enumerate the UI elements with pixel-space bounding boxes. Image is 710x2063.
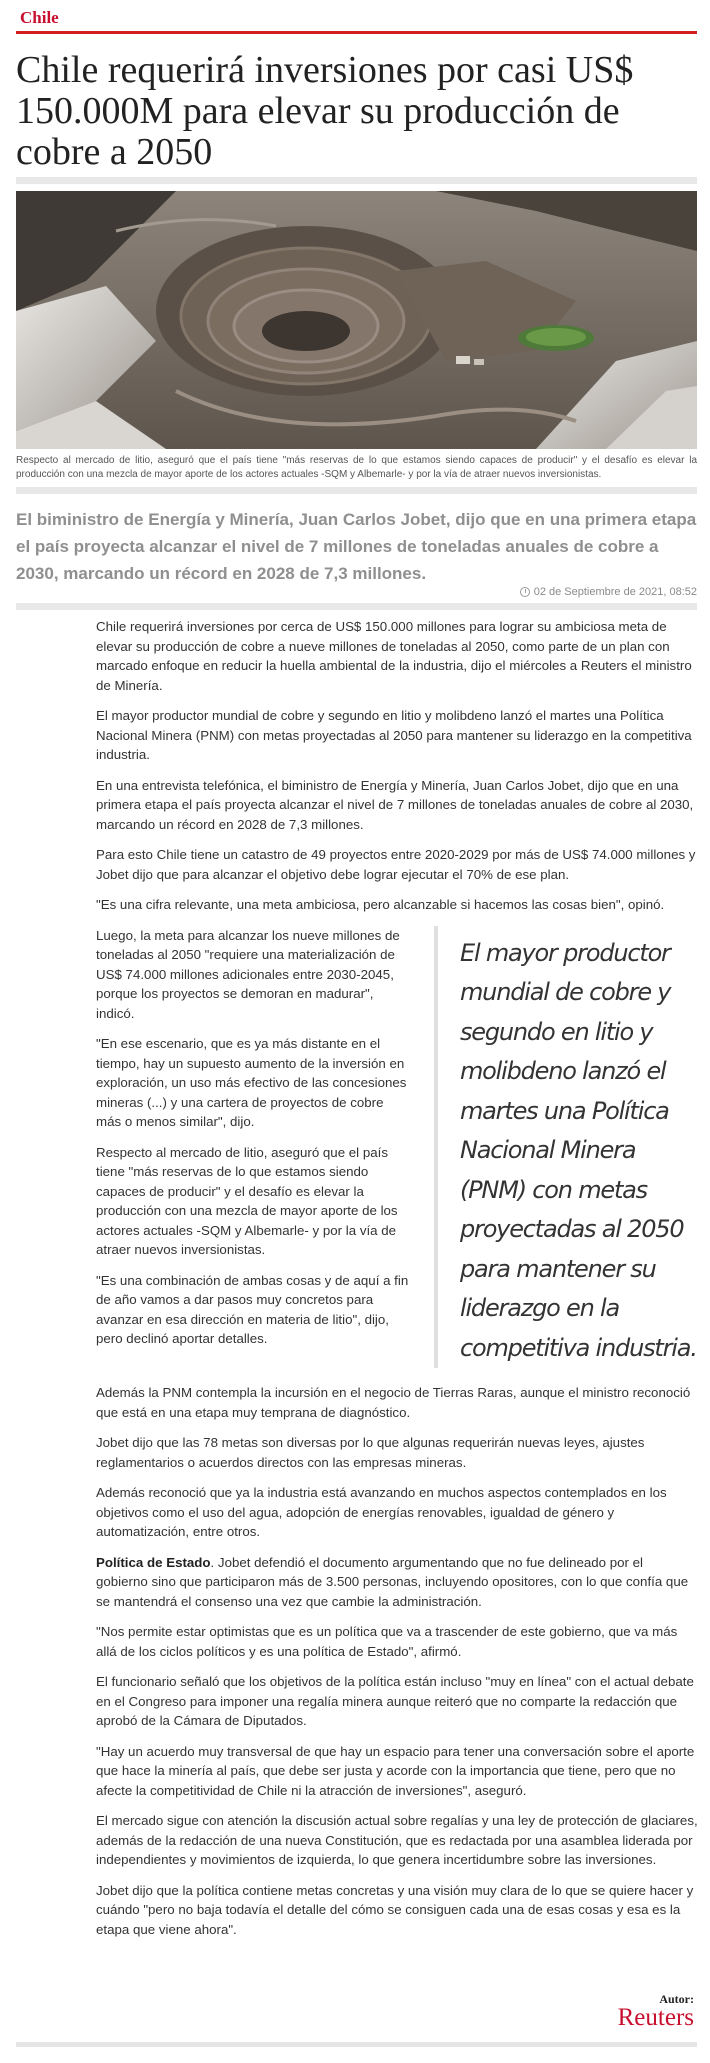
body-paragraph: El mayor productor mundial de cobre y segundo en litio y molibdeno lanzó el martes una Política Nacional Minera (PNM) con metas proyectadas al 2050 para mantener su liderazgo en la competitiva industria.	[96, 708, 692, 762]
body-paragraph: "Nos permite estar optimistas que es un política que va a trascender de este gobierno, que va más allá de los ciclos políticos y es una política de Estado", afirmó.	[96, 1624, 678, 1659]
caption-divider	[16, 487, 697, 494]
footer-divider	[16, 2042, 697, 2047]
body-paragraph: "Es una cifra relevante, una meta ambiciosa, pero alcanzable si hacemos las cosas bien", opinó.	[96, 897, 665, 912]
policy-subheading: Política de Estado	[96, 1554, 211, 1570]
body-paragraph: Chile requerirá inversiones por cerca de US$ 150.000 millones para lograr su ambiciosa meta de elevar su producción de cobre a nueve millones de toneladas al 2050, como parte de un plan con marcado enfoque en reducir la huella ambiental de la industria, dijo el miércoles a Reuters el ministro de Minería.	[96, 619, 692, 693]
publish-date-text: 02 de Septiembre de 2021, 08:52	[533, 586, 697, 598]
body-paragraph: El mercado sigue con atención la discusión actual sobre regalías y una ley de protección de glaciares, además de la redacción de una nueva Constitución, que es redactada por una asamblea liderada por independientes y movimientos de izquierda, lo que genera incertidumbre sobre las inversiones.	[96, 1813, 698, 1867]
article-headline: Chile requerirá inversiones por casi US$ 150.000M para elevar su producción de cobre a 2050	[16, 49, 634, 173]
body-paragraph: Además reconoció que ya la industria está avanzando en muchos aspectos contemplados en los objetivos como el uso del agua, adopción de energías renovables, igualdad de género y automatización, entre otros.	[96, 1485, 667, 1539]
body-paragraph: Para esto Chile tiene un catastro de 49 proyectos entre 2020-2029 por más de US$ 74.000 millones y Jobet dijo que para alcanzar el objetivo debe lograr ejecutar el 70% de ese plan.	[96, 847, 696, 882]
body-paragraph: "Hay un acuerdo muy transversal de que hay un espacio para tener una conversación sobre el aporte que hace la minería al país, que debe ser justa y acorde con la importancia que tiene, pero que no afecte la competitividad de Chile ni la atracción de inversiones", aseguró.	[96, 1743, 695, 1798]
body-paragraph: Jobet dijo que las 78 metas son diversas por lo que algunas requerirán nuevas leyes, ajustes reglamentarios o acuerdos directos con las empresas mineras.	[96, 1435, 645, 1470]
lede-divider	[16, 603, 697, 610]
article-body	[96, 617, 698, 1950]
headline-divider	[16, 177, 697, 184]
body-paragraph: En una entrevista telefónica, el biministro de Energía y Minería, Juan Carlos Jobet, dijo que en una primera etapa el país proyecta alcanzar el nivel de 7 millones de toneladas anuales de cobre al 2030, marcando un récord en 2028 de 7,3 millones.	[96, 777, 694, 832]
body-paragraph: El funcionario señaló que los objetivos de la política están incluso "muy en línea" con el actual debate en el Congreso para imponer una regalía minera aunque reiteró que no comparte la redacción que aprobó de la Cámara de Diputados.	[96, 1674, 694, 1728]
wrapped-column	[96, 926, 412, 1384]
pull-quote: El mayor productor mundial de cobre y segundo en litio y molibdeno lanzó el martes una Política Nacional Minera (PNM) con metas proyectadas al 2050 para mantener su liderazgo en la competitiva industria.	[434, 926, 698, 1369]
hero-image-copper-mine	[16, 191, 697, 449]
article-lede: El biministro de Energía y Minería, Juan Carlos Jobet, dijo que en una primera etapa el país proyecta alcanzar el nivel de 7 millones de toneladas anuales de cobre a 2030, marcando un récord en 2028 de 7,3 millones.	[16, 510, 697, 583]
section-header	[16, 0, 697, 34]
body-paragraph-policy	[96, 1553, 698, 1612]
body-paragraph: "En ese escenario, que es ya más distante en el tiempo, hay un supuesto aumento de la inversión en exploración, un uso más efectivo de las concesiones mineras (...) y una cartera de proyectos de cobre más o menos similar", dijo.	[96, 1036, 407, 1129]
author-name[interactable]: Reuters	[617, 2004, 694, 2031]
publish-date	[520, 586, 697, 598]
body-paragraph: Respecto al mercado de litio, aseguró que el país tiene "más reservas de lo que estamos siendo capaces de producir" y el desafío es elevar la producción con una mezcla de mayor aporte de los actores actuales -SQM y Albemarle- y por la vía de atraer nuevos inversionistas.	[96, 1144, 398, 1257]
body-paragraph: Jobet dijo que la política contiene metas concretas y una visión muy clara de lo que se quiere hacer y cuándo "pero no baja todavía el detalle del cómo se consiguen cada una de esas cosas y esa es la etapa que viene ahora".	[96, 1882, 694, 1937]
body-paragraph: "Es una combinación de ambas cosas y de aquí a fin de año vamos a dar pasos muy concretos para avanzar en esa dirección en materia de litio", dijo, pero declinó aportar detalles.	[96, 1272, 409, 1346]
body-paragraph: Además la PNM contempla la incursión en el negocio de Tierras Raras, aunque el ministro reconoció que está en una etapa muy temprana de diagnóstico.	[96, 1385, 691, 1420]
section-link-chile[interactable]: Chile	[20, 8, 59, 27]
image-caption: Respecto al mercado de litio, aseguró que el país tiene "más reservas de lo que estamos siendo capaces de producir" y el desafío es elevar la producción con una mezcla de mayor aporte de los actores actuales -SQM y Albemarle- y por la vía de atraer nuevos inversionistas.	[16, 455, 697, 480]
clock-icon	[520, 587, 530, 597]
author-label: Autor:	[659, 1992, 694, 2006]
policy-text: . Jobet defendió el documento argumentando que no fue delineado por el gobierno sino que participaron más de 3.500 personas, incluyendo opositores, con lo que confía que se mantendrá el consenso una vez que cambie la administración.	[96, 1554, 689, 1609]
pullquote-section	[96, 926, 698, 1384]
body-paragraph: Luego, la meta para alcanzar los nueve millones de toneladas al 2050 "requiere una materialización de US$ 74.000 millones adicionales entre 2030-2045, porque los proyectos se demoran en madurar", indicó.	[96, 927, 400, 1021]
